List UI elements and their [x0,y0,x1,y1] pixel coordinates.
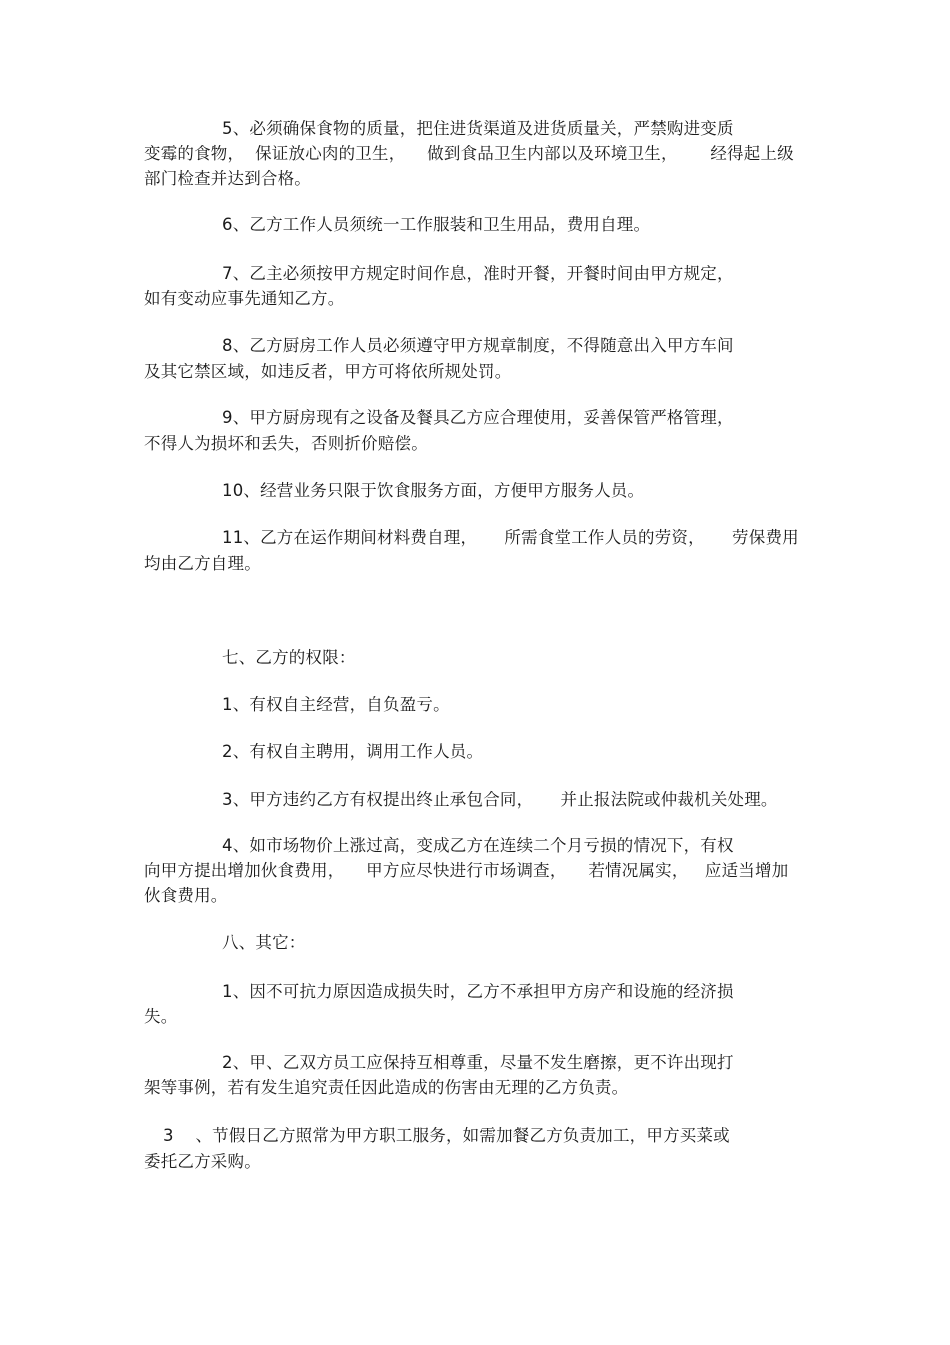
item9-line2: 不得人为损坏和丢失，否则折价赔偿。 [144,434,428,453]
s8-item1-line2: 失。 [144,1007,178,1026]
item5-line3: 部门检查并达到合格。 [144,169,311,188]
s7-item4-line1: 4、如市场物价上涨过高，变成乙方在连续二个月亏损的情况下，有权 [222,836,734,855]
section8-heading: 八、其它： [222,933,306,952]
item5-line1: 5、必须确保食物的质量，把住进货渠道及进货质量关，严禁购进变质 [222,119,734,138]
s8-item3-line2: 委托乙方采购。 [144,1152,261,1171]
item7-line1: 7、乙主必须按甲方规定时间作息，准时开餐，开餐时间由甲方规定， [222,264,734,283]
s7-item4-line3: 伙食费用。 [144,886,228,905]
s8-item1-line1: 1、因不可抗力原因造成损失时，乙方不承担甲方房产和设施的经济损 [222,982,734,1001]
item8-line1: 8、乙方厨房工作人员必须遵守甲方规章制度，不得随意出入甲方车间 [222,336,734,355]
s8-item2-line2: 架等事例，若有发生追究责任因此造成的伤害由无理的乙方负责。 [144,1078,629,1097]
item11-line1: 11、乙方在运作期间材料费自理， 所需食堂工作人员的劳资， 劳保费用 [222,528,799,547]
item11-line2: 均由乙方自理。 [144,554,261,573]
item6-line1: 6、乙方工作人员须统一工作服装和卫生用品，费用自理。 [222,215,651,234]
item10-line1: 10、经营业务只限于饮食服务方面，方便甲方服务人员。 [222,481,645,500]
item5-line2: 变霉的食物， 保证放心肉的卫生， 做到食品卫生内部以及环境卫生， 经得起上级 [144,144,794,163]
item8-line2: 及其它禁区域，如违反者，甲方可将依所规处罚。 [144,362,512,381]
section7-heading: 七、乙方的权限： [222,648,356,667]
s7-item2-line1: 2、有权自主聘用，调用工作人员。 [222,742,484,761]
s7-item4-line2: 向甲方提出增加伙食费用， 甲方应尽快进行市场调查， 若情况属实， 应适当增加 [144,861,789,880]
item7-line2: 如有变动应事先通知乙方。 [144,289,345,308]
s7-item3-line1: 3、甲方违约乙方有权提出终止承包合同， 并止报法院或仲裁机关处理。 [222,790,778,809]
item9-line1: 9、甲方厨房现有之设备及餐具乙方应合理使用，妥善保管严格管理， [222,408,734,427]
s7-item1-line1: 1、有权自主经营，自负盈亏。 [222,695,450,714]
s8-item3-line1: 3 、节假日乙方照常为甲方职工服务，如需加餐乙方负责加工，甲方买菜或 [163,1126,730,1145]
s8-item2-line1: 2、甲、乙双方员工应保持互相尊重，尽量不发生磨擦，更不许出现打 [222,1053,734,1072]
